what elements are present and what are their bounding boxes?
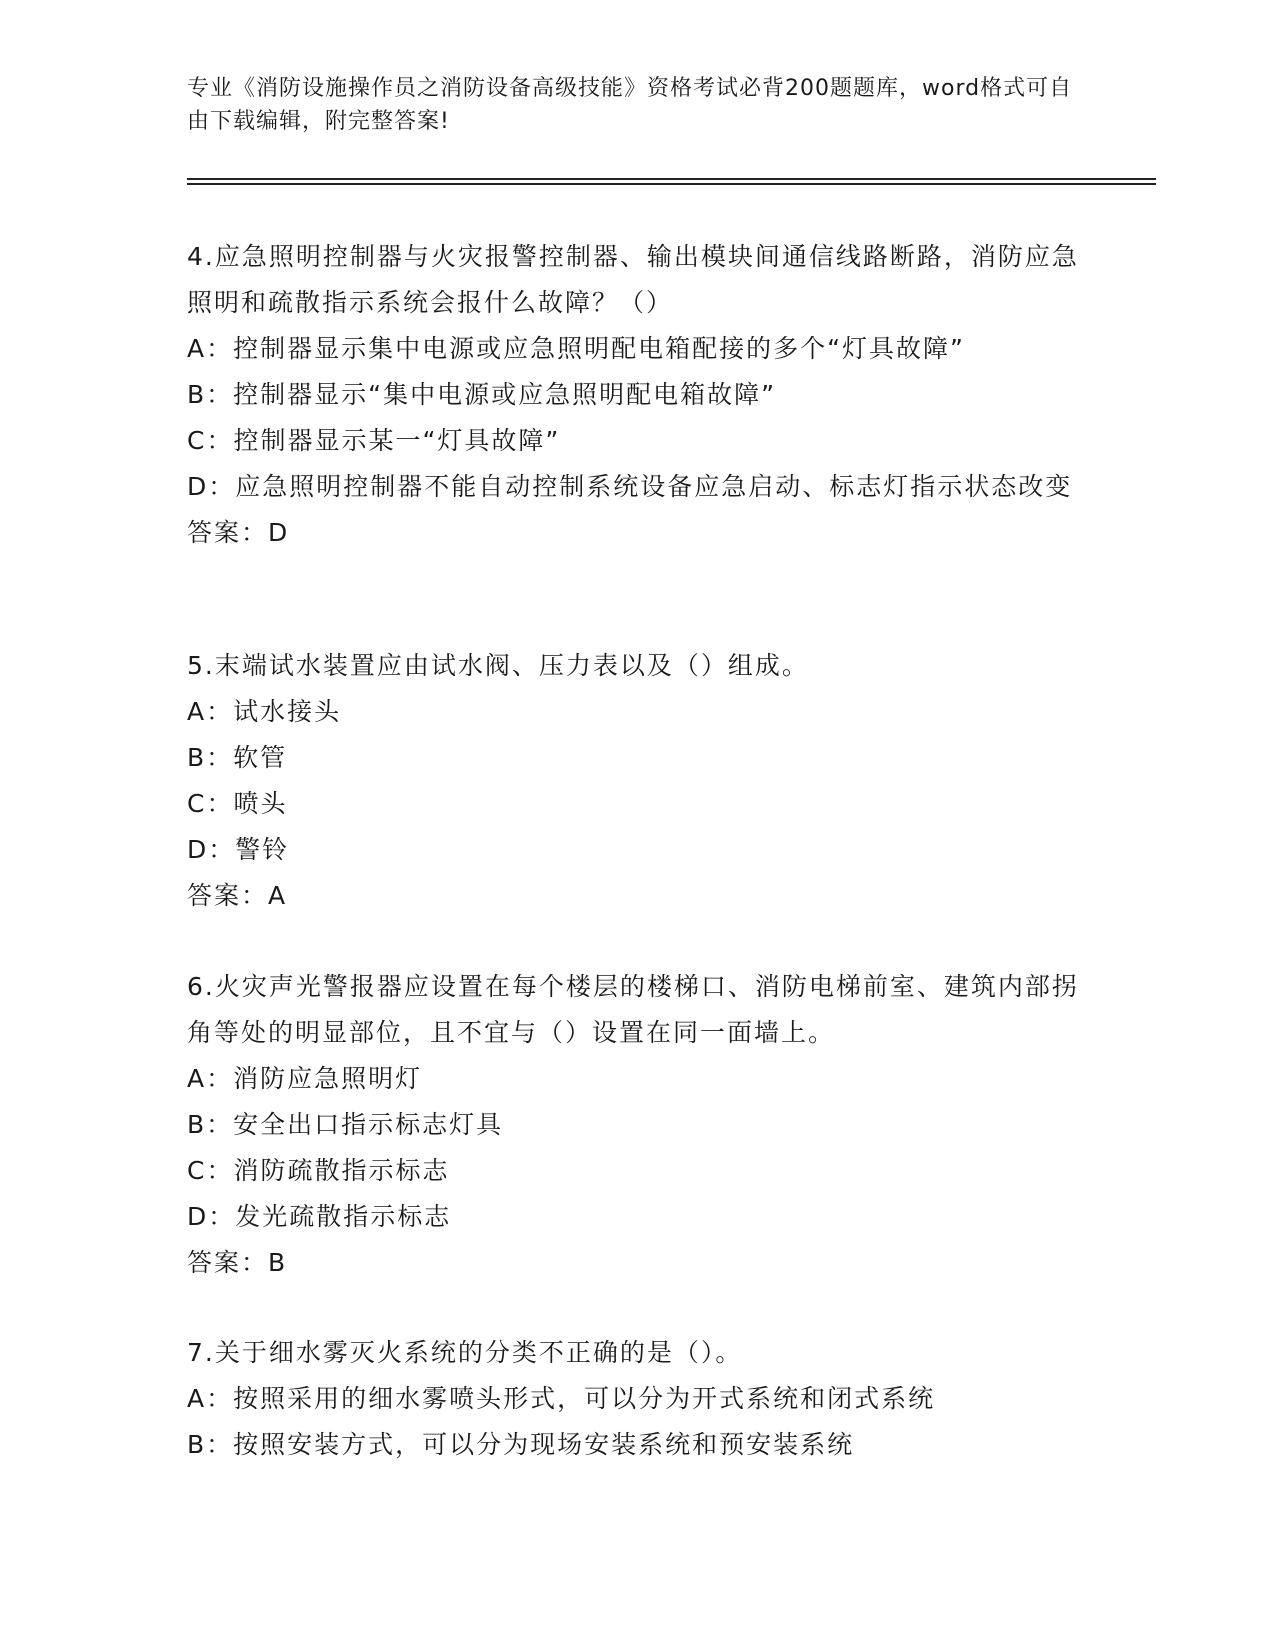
option-c: C：喷头 (187, 789, 288, 818)
question-stem: 7.关于细水雾灭火系统的分类不正确的是（）。 (187, 1338, 743, 1367)
document-header: 专业《消防设施操作员之消防设备高级技能》资格考试必背200题题库，word格式可自由下载编辑，附完整答案! (187, 76, 1073, 134)
option-d: D：应急照明控制器不能自动控制系统设备应急启动、标志灯指示状态改变 (187, 472, 1073, 501)
header-divider-bottom (187, 183, 1156, 185)
question-7 (187, 1330, 1087, 1468)
question-stem: 5.末端试水装置应由试水阀、压力表以及（）组成。 (187, 651, 809, 680)
question-stem: 6.火灾声光警报器应设置在每个楼层的楼梯口、消防电梯前室、建筑内部拐角等处的明显部位，且不宜与（）设置在同一面墙上。 (187, 972, 1079, 1047)
question-4 (187, 234, 1087, 556)
option-a: A：控制器显示集中电源或应急照明配电箱配接的多个“灯具故障” (187, 334, 966, 363)
question-5 (187, 643, 1087, 919)
option-b: B：安全出口指示标志灯具 (187, 1110, 504, 1139)
option-b: B：按照安装方式，可以分为现场安装系统和预安装系统 (187, 1430, 855, 1459)
option-a: A：试水接头 (187, 697, 342, 726)
question-stem: 4.应急照明控制器与火灾报警控制器、输出模块间通信线路断路，消防应急照明和疏散指示系统会报什么故障？（） (187, 242, 1079, 317)
answer: 答案：D (187, 518, 290, 547)
answer: 答案：A (187, 881, 288, 910)
question-6 (187, 964, 1087, 1286)
option-a: A：按照采用的细水雾喷头形式，可以分为开式系统和闭式系统 (187, 1384, 936, 1413)
option-a: A：消防应急照明灯 (187, 1064, 423, 1093)
option-b: B：软管 (187, 743, 288, 772)
option-d: D：警铃 (187, 835, 290, 864)
header-divider-top (187, 178, 1156, 180)
option-d: D：发光疏散指示标志 (187, 1202, 452, 1231)
option-b: B：控制器显示“集中电源或应急照明配电箱故障” (187, 380, 777, 409)
option-c: C：消防疏散指示标志 (187, 1156, 450, 1185)
answer: 答案：B (187, 1248, 288, 1277)
option-c: C：控制器显示某一“灯具故障” (187, 426, 561, 455)
